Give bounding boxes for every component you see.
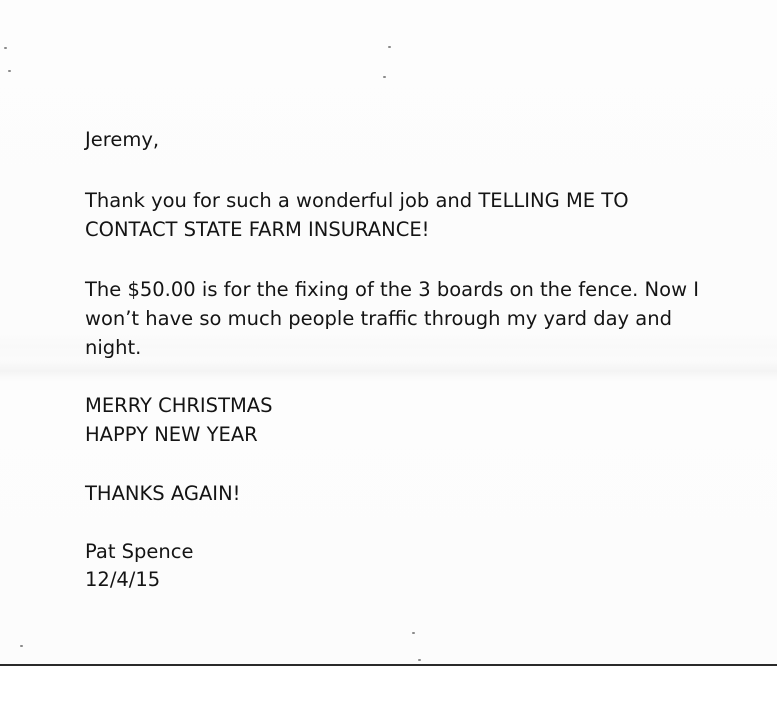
scan-speck [4,47,7,49]
scan-speck [383,76,386,78]
scan-speck [20,645,23,647]
paragraph-2-line-3: night. [85,336,142,359]
scan-speck [418,659,421,661]
paper-fold-shadow [0,360,777,382]
paragraph-2-line-2: won’t have so much people traffic through my yard day and [85,307,672,330]
paragraph-1-line-2: CONTACT STATE FARM INSURANCE! [85,218,430,241]
salutation: Jeremy, [85,128,160,151]
paragraph-1-line-1: Thank you for such a wonderful job and TELLING ME TO [85,189,629,212]
scan-speck [412,632,415,634]
paper-bottom-edge [0,664,777,666]
paragraph-2-line-1: The $50.00 is for the fixing of the 3 boards on the fence. Now I [85,278,699,301]
greeting-christmas: MERRY CHRISTMAS [85,394,273,417]
letter-date: 12/4/15 [85,568,161,591]
signature-name: Pat Spence [85,540,194,563]
scan-speck [388,46,391,48]
scan-speck [8,70,11,72]
closing: THANKS AGAIN! [85,482,241,505]
greeting-new-year: HAPPY NEW YEAR [85,423,258,446]
